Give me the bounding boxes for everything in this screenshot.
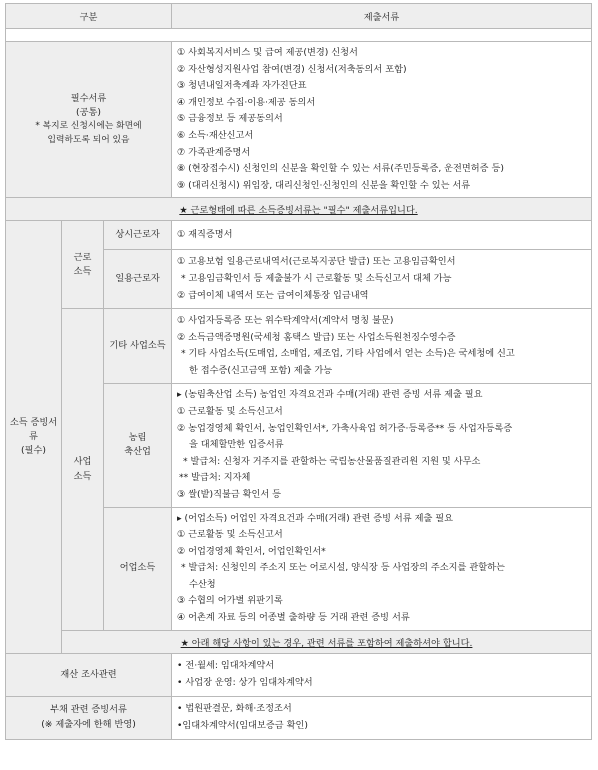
list-item: 수산청 — [189, 578, 216, 590]
list-item: ① 근로활동 및 소득신고서 — [177, 529, 283, 541]
income-proof-label: 소득 증빙서 류 (필수) — [6, 221, 62, 653]
list-item: ⑥ 소득·재산신고서 — [177, 129, 254, 141]
required-documents-table — [5, 3, 592, 740]
list-item: ② 어업경영체 확인서, 어업인확인서* — [177, 545, 326, 557]
regular-worker-docs — [172, 221, 592, 250]
list-item: ① 사회복지서비스 및 급여 제공(변경) 신청서 — [177, 47, 358, 58]
list-item: 한 접수증(신고금액 포함) 제출 가능 — [189, 364, 333, 376]
other-business-docs — [172, 309, 592, 384]
property-row — [6, 653, 592, 696]
header-category: 구분 — [6, 4, 172, 29]
list-item: ① 사업자등록증 또는 위수탁계약서(계약서 명칭 불문) — [177, 315, 394, 327]
optional-notice: ★ 아래 해당 사항이 있는 경우, 관련 서류를 포함하여 제출하셔야 합니다. — [180, 637, 473, 649]
list-item: ① 고용보험 일용근로내역서(근로복지공단 발급) 또는 고용임금확인서 — [177, 256, 456, 268]
list-item: ② 농업경영체 확인서, 농업인확인서*, 가축사육업 허가증·등록증** 등 사업자등록증 — [177, 422, 513, 434]
property-label: 재산 조사관련 — [6, 653, 172, 696]
list-item: • 법원판결문, 화해·조정조서 — [177, 703, 292, 715]
list-item: * 발급처: 신청자 거주지를 관할하는 국립농산물품질관리원 지원 및 사무소 — [183, 455, 481, 467]
regular-worker-row — [6, 221, 592, 250]
notice-row-income — [6, 198, 592, 221]
list-item: •임대차계약서(임대보증금 확인) — [177, 719, 308, 731]
income-notice: ★ 근로형태에 따른 소득증빙서류는 "필수" 제출서류입니다. — [179, 205, 418, 217]
daily-worker-label: 일용근로자 — [104, 250, 172, 309]
list-item: * 기타 사업소득(도매업, 소매업, 제조업, 기타 사업에서 얻는 소득)은 국세청에 신고 — [181, 348, 515, 360]
list-item: * 발급처: 신청인의 주소지 또는 어로시설, 양식장 등 사업장의 주소지를 관할하는 — [181, 562, 505, 574]
list-item: ⑧ (현장접수시) 신청인의 신분을 확인할 수 있는 서류(주민등록증, 운전면허증 등) — [177, 163, 504, 175]
list-item: ③ 수협의 어가별 위판기록 — [177, 595, 283, 607]
spacer-row — [6, 29, 592, 42]
fishery-docs — [172, 507, 592, 630]
required-docs-row — [6, 42, 592, 198]
list-item: ② 소득금액증명원(국세청 홈택스 발급) 또는 사업소득원천징수영수증 — [177, 331, 456, 343]
list-item: ① 근로활동 및 소득신고서 — [177, 405, 283, 417]
list-item: ⑨ (대리신청시) 위임장, 대리신청인·신청인의 신분을 확인할 수 있는 서류 — [177, 179, 471, 191]
notice-row-optional — [6, 630, 592, 653]
list-item: ⑤ 금융정보 등 제공동의서 — [177, 113, 283, 125]
business-income-label: 사업 소득 — [62, 309, 104, 630]
list-item: ② 자산형성지원사업 참여(변경) 신청서(저축동의서 포함) — [177, 63, 407, 75]
other-business-row — [6, 309, 592, 384]
debt-docs — [172, 696, 592, 739]
required-docs-list — [172, 42, 592, 198]
required-docs-label: 필수서류 (공통) * 복지로 신청시에는 화면에 입력하도록 되어 있음 — [6, 42, 172, 198]
daily-worker-docs — [172, 250, 592, 309]
list-item: ④ 개인정보 수집·이용·제공 동의서 — [177, 96, 316, 108]
header-documents: 제출서류 — [172, 4, 592, 29]
list-item: ▸ (어업소득) 어업인 자격요건과 수매(거래) 관련 증빙 서류 제출 필요 — [177, 512, 454, 524]
fishery-label: 어업소득 — [104, 507, 172, 630]
list-item: ④ 어촌계 자료 등의 어종별 출하량 등 거래 관련 증빙 서류 — [177, 612, 410, 624]
list-item: * 고용임금확인서 등 제출불가 시 근로활동 및 소득신고서 대체 가능 — [181, 273, 452, 285]
farming-label: 농림 축산업 — [104, 384, 172, 507]
document-table-wrapper — [5, 3, 591, 740]
list-item: ▸ (농림축산업 소득) 농업인 자격요건과 수매(거래) 관련 증빙 서류 제출 필요 — [177, 389, 483, 401]
list-item: ⑦ 가족관계증명서 — [177, 146, 251, 158]
list-item: ① 재직증명서 — [177, 229, 233, 241]
table-header-row — [6, 4, 592, 29]
debt-label: 부채 관련 증빙서류 (※ 제출자에 한해 반영) — [6, 696, 172, 739]
list-item: ③ 청년내일저축계좌 자가진단표 — [177, 80, 307, 92]
debt-row — [6, 696, 592, 739]
list-item: ** 발급처: 지자체 — [179, 472, 251, 484]
list-item: 을 대체할만한 입증서류 — [189, 439, 284, 451]
list-item: • 사업장 운영: 상가 임대차계약서 — [177, 676, 313, 688]
regular-worker-label: 상시근로자 — [104, 221, 172, 250]
list-item: ② 급여이체 내역서 또는 급여이체통장 입금내역 — [177, 289, 369, 301]
list-item: • 전·월세: 임대차계약서 — [177, 660, 275, 672]
other-business-label: 기타 사업소득 — [104, 309, 172, 384]
farming-docs — [172, 384, 592, 507]
work-income-label: 근로 소득 — [62, 221, 104, 309]
property-docs — [172, 653, 592, 696]
list-item: ③ 쌀(밭)직불금 확인서 등 — [177, 488, 282, 500]
